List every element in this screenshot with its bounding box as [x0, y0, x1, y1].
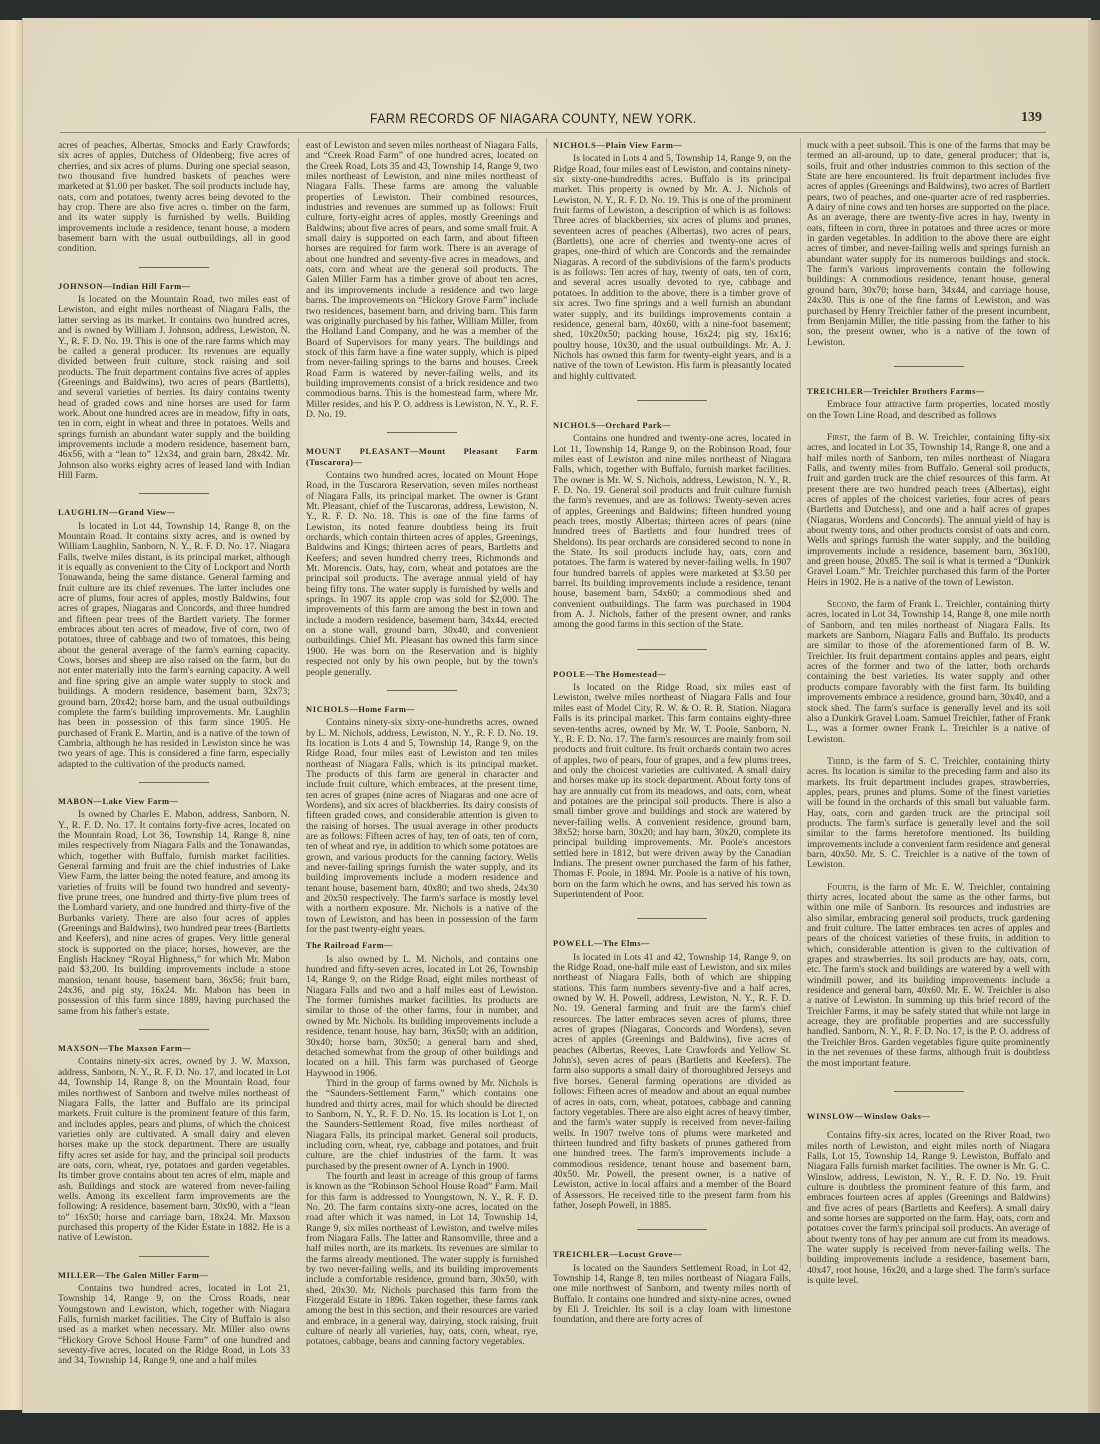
entry-heading-poole: POOLE—The Homestead— [553, 669, 667, 679]
entry-heading-nichols-plain-view: NICHOLS—Plain View Farm— [553, 141, 683, 150]
text-column-4 [807, 141, 1050, 1286]
book-page-edge [0, 20, 24, 1410]
column-divider [800, 138, 801, 1268]
subfarm-paragraph-third: Third, is the farm of S. C. Treichler, containing thirty acres. Its location is similar to the preceding farm and also its markets. Its fruit department includes grapes, strawberries, apples, pears, prunes and plums. Some of the finest varieties will be found in the orchards of this small but valuable farm. Hay, oats, corn and garden truck are the principal soil products. The farm's surface is generally level and the soil similar to the farms heretofore mentioned. Its building improvements include a convenient farm residence and general barn, 40x50. Mr. S. C. Treichler is a native of the town of Lewiston. [807, 755, 1050, 871]
entry-paragraph: acres of peaches, Albertas, Smocks and Early Crawfords; six acres of apples, Dutchess of Oldenberg; five acres of cherries, and six acres of plums. During one special season, two thousand five hundred baskets of peaches were marketed at $1.00 per basket. The soil products include hay, oats, corn and potatoes, twenty acres being devoted to the hay crop. There are also five acres o. timber on the farm, and its water supply is furnished by wells. Building improvements include a residence, tenant house, a modern basement barn with the usual outbuildings, all in good condition. [58, 140, 290, 255]
entry-heading-mabon: MABON—Lake View Farm— [58, 796, 179, 806]
column-divider [298, 138, 299, 1223]
entry-heading-laughlin: LAUGHLIN—Grand View— [58, 508, 176, 518]
entry-heading-treichler-brothers: TREICHLER—Treichler Brothers Farms— [807, 386, 985, 396]
page-number: 139 [1021, 110, 1042, 125]
text-column-1 [58, 141, 290, 1367]
book-right-edge [1088, 20, 1100, 1415]
section-separator [894, 366, 964, 367]
entry-paragraph: Is owned by Charles E. Mabon, address, Sanborn, N. Y., R. F. D. No. 17. It contains forty-five acres, located on the Mountain Road, Lot 36, Township 14, Range 8, nine miles respectively from Niagara Falls and the Tonawandas, which, together with Buffalo, furnish market facilities. General farming and fruit are the chief industries of Lake View Farm, the latter being the noted feature, and among its varieties of fruits will be found two hundred and seventy-five prune trees, one hundred and thirty-five plum trees of the Lombard variety, and one hundred and thirty-five of the Burbanks variety. There are also four acres of apples (Greenings and Baldwins), two hundred pear trees (Bartletts and Keefers), and nine acres of grapes. Very little general stock is supported on the place; horses, however, are the English Hackney “Royal Highness,” for which Mr. Mabon paid $3,200. Its building improvements include a stone mansion, tenant house, basement barn, 36x56; fruit barn, 24x36, and pig sty, 16x24. Mr. Mabon has been in possession of this farm since 1889, having purchased the same from his father's estate. [58, 809, 290, 1017]
entry-paragraph: Is located in Lot 44, Township 14, Range 8, on the Mountain Road. It contains sixty acres, and is owned by William Laughlin, Sanborn, N. Y., R. F. D. No. 17. Niagara Falls, twelve miles distant, is its principal market, although it is equally as convenient to the City of Lockport and North Tonawanda, being the same distance. General farming and fruit culture are its chief revenues. The latter includes one acre of plums, four acres of apples, mostly Baldwins, four acres of grapes, Niagaras and Concords, and three hundred and fifteen pear trees of the Bartlett variety. The former embraces about ten acres of meadow, five of corn, two of potatoes, three of cabbage and two of tomatoes, this being about the general average of the farm's earning capacity. Cows, horses and sheep are also raised on the farm, but do not enter materially into the farm's earning capacity. A well and fine spring give an ample water supply to stock and buildings. A modern residence, basement barn, 32x73; ground barn, 20x42; horse barn, and the usual outbuildings complete the farm's building improvements. Mr. Laughlin has been in possession of this farm since 1905. He purchased of Frank E. Martin, and is a native of the town of Cambria, although he has resided in Lewiston since he was two years of age. This is considered a fine farm, especially adapted to the cultivation of the products named. [58, 520, 290, 770]
section-separator [387, 432, 457, 433]
entry-heading-winslow: WINSLOW—Winslow Oaks— [807, 1111, 931, 1121]
section-separator [139, 1029, 209, 1030]
section-separator [139, 493, 209, 494]
entry-paragraph: muck with a peet subsoil. This is one of the farms that may be termed an all-around, up to date, general producer; that is, soils, fruit and other industries common to this section of the State are here encountered. Its fruit department includes five acres of apples (Greenings and Baldwins), two acres of Bartlett pears, two of peaches, and one-quarter acre of red raspberries. A dairy of nine cows and ten horses are supported on the place. As an average, there are twenty-five acres in hay, twenty in oats, fifteen in corn, three in potatoes and three acres or more in garden vegetables. In addition to the above there are eight acres of timber, and never-failing wells and springs furnish an abundant water supply for its numerous buildings and stock. The farm's various improvements contain the following buildings: A commodious residence, tenant house, general ground barn, 30x70; horse barn, 34x44, and carriage house, 24x30. This is one of the fine farms of Lewiston, and was purchased by Henry Treichler father of the present incumbent, from Benjamin Miller, the title passing from the father to his son, the present owner, who is a native of the town of Lewiston. [807, 140, 1050, 348]
entry-paragraph: Is located on the Mountain Road, two miles east of Lewiston, and eight miles northeast of Niagara Falls, the latter serving as its market. It contains two hundred acres, and is owned by William J. Johnson, address, Lewiston, N. Y., R. F. D. No. 19. This is one of the rare farms which may be called a general producer. Its revenues are equally divided between fruit culture, stock raising and soil products. The fruit department contains five acres of apples (Greenings and Baldwins), two acres of pears (Bartletts), and several varieties of berries. Its dairy contains twenty head of graded cows and nine horses are used for farm work. About one hundred acres are in meadow, fifty in oats, ten in corn, eight in wheat and three in potatoes. Wells and springs furnish an abundant water supply and the building improvements include a modern residence, basement barn, 46x56, with a “lean to” 12x34, and grain barn, 28x42. Mr. Johnson also works eighty acres of leased land with Indian Hill Farm. [58, 294, 290, 481]
entry-heading-mount-pleasant: MOUNT PLEASANT—Mount Pleasant Farm (Tuscarora)— [306, 447, 538, 467]
entry-heading-nichols-orchard-park: NICHOLS—Orchard Park— [553, 420, 672, 430]
section-separator [637, 1229, 707, 1230]
entry-heading-johnson: JOHNSON—Indian Hill Farm— [58, 281, 191, 291]
entry-heading-miller: MILLER—The Galen Miller Farm— [58, 1270, 209, 1280]
subfarm-paragraph-fourth: Fourth, is the farm of Mr. E. W. Treichler, containing thirty acres, located about the same as the other farms, but within one mile of Sanborn. Its resources and industries are also similar, embracing general soil products, truck gardening and fruit culture. The latter embraces ten acres of apples and pears of the choicest varieties of these fruits, in addition to which, considerable attention is given to the cultivation of grapes and strawberries. Its soil products are hay, oats, corn, etc. The farm's stock and buildings are watered by a well with windmill power, and its building improvements include a residence and general barn, 40x60. Mr. E. W. Treichler is also a native of Lewiston. In summing up this brief record of the Treichler Farms, it may be safely stated that while not large in acreage, they are profitable properties and are successfully handled. Sanborn, N. Y., R. F. D. No. 17, is the P. O. address of the Treichler Bros. Garden vegetables figure quite prominently in the net revenues of these farms, although fruit is doubtless the most important feature. [807, 881, 1050, 1069]
subfarm-paragraph-second: Second, the farm of Frank L. Treichler, containing thirty acres, located in Lot 34, Township 14, Range 8, one mile north of Sanborn, and ten miles northeast of Niagara Falls. Its markets are Sanborn, Niagara Falls and Buffalo. Its products are similar to those of the aforementioned farm of B. W. Treichler. Its fruit department contains apples and pears, eight acres of the former and two of the latter, both orchards containing the best varieties. Its water supply and other products compare favorably with the first farm. Its building improvements embrace a residence, ground barn, 30x40, and a stock shed. The farm's surface is generally level and its soil also a Dunkirk Gravel Loam. Samuel Treichler, father of Frank L., was a former owner Frank L. Treichler is a native of Lewiston. [807, 599, 1050, 745]
entry-paragraph: east of Lewiston and seven miles northeast of Niagara Falls, and “Creek Road Farm” of one hundred acres, located on the Creek Road, Lots 35 and 43, Township 14, Range 9, two miles northeast of Lewiston, and nine miles northeast of Niagara Falls. These farms are among the valuable properties of Lewiston. Their combined resources, industries and revenues are summed up as follows: Fruit culture, forty-eight acres of apples, mostly Greenings and Baldwins; about five acres of pears, and some small fruit. A small dairy is supported on each farm, and about fifteen horses are required for farm work. There is an average of about one hundred and seventy-five acres in meadows, and oats, corn and wheat are the general soil products. The Galen Miller Farm has a timber grove of about ten acres, and its improvements include a residence and two large barns. The improvements on “Hickory Grove Farm” include two residences, basement barn, and driving barn. This farm was originally purchased by his father, William Miller, from the Holland Land Company, and he was a member of the Board of Supervisors for many years. The buildings and stock of this farm have a fine water supply, which is piped from never-failing springs to the barns and houses. Creek Road Farm is watered by never-failing wells, and its building improvements consist of a brick residence and two commodious barns. This is the homestead farm, where Mr. Miller resides, and his P. O. address is Lewiston, N. Y., R. F. D. No. 19. [306, 140, 538, 420]
entry-paragraph: Is also owned by L. M. Nichols, and contains one hundred and fifty-seven acres, located in Lot 26, Township 14, Range 9, on the Ridge Road, eight miles northeast of Niagara Falls and two and a half miles east of Lewiston. The former furnishes market facilities. Its products are similar to those of the other farms, four in number, and owned by Mr. Nichols. Its building improvements include a residence, tenant house, hay barn, 36x50; with an addition, 30x40; horse barn, 30x50; a general barn and shed, detached somewhat from the group of other buildings and located on a hill. This farm was purchased of George Haywood in 1906. [306, 953, 538, 1079]
entry-paragraph: Contains one hundred and twenty-one acres, located in Lot 11, Township 14, Range 9, on the Robinson Road, four miles east of Lewiston and nine miles northeast of Niagara Falls, which, together with Buffalo, furnish market facilities. The owner is Mr. W. S. Nichols, address, Lewiston, N. Y., R. F. D. No. 19. General soil products and fruit culture furnish the farm's revenues, and are as follows: Twenty-seven acres of apples, Greenings and Baldwins; fifteen hundred young peach trees, mostly Albertas; thirteen acres of pears (nine hundred trees of Bartletts and four hundred trees of Sheldons). Its pear orchards are considered second to none in the State. Its soil products include hay, oats, corn and potatoes. The farm is watered by never-failing wells. In 1907 four hundred barrels of apples were marketed at $3.50 per barrel. Its building improvements include a residence, tenant house, basement barn, 54x60; a commodious shed and convenient outbuildings. The farm was purchased in 1904 from A. J. Nichols, father of the present owner, and ranks among the good farms in this section of the State. [553, 433, 791, 631]
column-divider [546, 138, 547, 1268]
entry-paragraph: Is located on the Saunders Settlement Road, in Lot 42, Township 14, Range 8, ten miles northeast of Niagara Falls, one mile northwest of Sanborn, and twenty miles north of Buffalo. It contains one hundred and sixty-nine acres, owned by Eli J. Treichler. Its soil is a clay loam with limestone foundation, and there are forty acres of [553, 1262, 791, 1326]
entry-paragraph: Contains fifty-six acres, located on the River Road, two miles north of Lewiston, and eight miles north of Niagara Falls, Lot 15, Township 14, Range 9. Lewiston, Buffalo and Niagara Falls furnish market facilities. The owner is Mr. G. C. Winslow, address, Lewiston, N. Y., R. F. D. No. 19. Fruit culture is doubtless the prominent feature of this farm, and embraces fourteen acres af apples (Greenings and Baldwins) and five acres of pears (Bartletts and Keefers). A small dairy and some horses are supported on the farm. Hay, oats, corn and potatoes cover the farm's principal soil products. An average of about twenty tons of hay per annum are cut from its meadows. The water supply is received from never-failing wells. The building improvements include a residence, basement barn, 40x47, root house, 16x20, and a large shed. The farm's surface is quite level. [807, 1130, 1050, 1286]
running-title: FARM RECORDS OF NIAGARA COUNTY, NEW YORK. [370, 111, 697, 126]
subfarm-paragraph-first: First, the farm of B. W. Treichler, containing fifty-six acres, and located in Lot 35, Township 14, Range 8, one and a half miles north of Sanborn, ten miles northeast of Niagara Falls, and twenty miles from Buffalo. General soil products, fruit and garden truck are the chief resources of this farm. At present there are two hundred peach trees (Albertas), eight acres of apples of the choicest varieties, four acres of pears (Bartletts and Dutchess), and one and a half acres of grapes (Niagaras, Wordens and Concords). The annual yield of hay is about twenty tons, and other products consist of oats and corn. Wells and springs furnish the water supply, and the building improvements include a residence, basement barn, 36x100, and green house, 20x85. The soil is what is termed a “Dunkirk Gravel Loam.” Mr. Treichler purchased this farm of the Porter Heirs in 1902. He is a native of the town of Lewiston. [807, 431, 1050, 588]
entry-paragraph: The fourth and least in acreage of this group of farms is known as the “Robinson School House Road” Farm. Mail for this farm is addressed to Youngstown, N. Y., R. F. D. No. 20. The farm contains sixty-one acres, located on the road after which it was named, in Lot 14, Township 14, Range 9, six miles northeast of Lewiston, and twelve miles from Niagara Falls. The latter and Ransomville, three and a half miles north, are its markets. Its revenues are similar to the farms already mentioned. The water supply is furnished by two never-failing wells, and its building improvements include a comfortable residence, ground barn, 30x50, with shed, 20x30. Mr. Nichols purchased this farm from the Fitzgerald Estate in 1896. Taken together, these farms rank among the best in this section, and their resources are varied and embrace, in a general way, dairying, stock raising, fruit culture of nearly all varieties, hay, oats, corn, wheat, rye, potatoes, cabbage, beans and canning factory vegetables. [306, 1170, 538, 1348]
header-rule [60, 132, 1046, 133]
entry-paragraph: Is located in Lots 41 and 42, Township 14, Range 9, on the Ridge Road, one-half mile east of Lewiston, and six miles northeast of Niagara Falls, both of which are shipping stations. This farm numbers seventy-five and a half acres, owned by W. H. Powell, address, Lewiston, N. Y., R. F. D. No. 19. General farming and fruit are the farm's chief resources. The latter embraces seven acres of plums, three acres of grapes (Niagaras, Concords and Wordens), seven acres of apples (Greenings and Baldwins), five acres of peaches (Albertas, Reeves, Late Crawfords and Yellow St. John's), seven acres of pears (Bartletts and Keefers). The farm also supports a small dairy of thoroughbred Jerseys and five horses. General farming operations are divided as follows: Fifteen acres of meadow and about an equal number of acres in oats, corn, wheat, potatoes, cabbage and canning factory vegetables. There are also eight acres of heavy timber, and the farm's water supply is received from never-failing wells. In 1907 twelve tons of plums were marketed and thirteen hundred and fifty baskets of prunes gathered from one hundred trees. The farm's improvements include a commodious residence, tenant house and basement barn, 40x50. Mr. Powell, the present owner, is a native of Lewiston, active in local affairs and a member of the Board of Assessors. He received title to the present farm from his father, Joseph Powell, in 1885. [553, 951, 791, 1211]
section-separator [387, 690, 457, 691]
entry-paragraph: Is located in Lots 4 and 5, Township 14, Range 9, on the Ridge Road, four miles east of Lewiston, and contains ninety-six sixty-one-hundredths acres. Buffalo is its principal market. This property is owned by Mr. A. J. Nichols of Lewiston, N. Y., R. F. D. No. 19. This is one of the prominent fruit farms of Lewiston, a description of which is as follows: Three acres of blackberries, six acres of plums and prunes, seventeen acres of peaches (Albertas), two acres of pears, (Bartletts), one acre of cherries and twenty-one acres of grapes, one-third of which are Concords and the remainder Niagaras. A record of the subdivisions of the farm's products is as follows: Ten acres of hay, twenty of oats, ten of corn, and several acres usually devoted to rye, cabbage and potatoes. In addition to the above, there is a timber grove of six acres. Two fine springs and a well furnish an abundant water supply, and its buildings improvements contain a residence, general barn, 40x60, with a nine-foot basement; shed, 10x20x50; packing house, 16x24; pig sty, 16x16; poultry house, 10x30, and the usual outbuildings. Mr. A. J. Nichols has owned this farm for twenty-eight years, and is a native of the town of Lewiston. His farm is pleasantly located and highly cultivated. [553, 153, 791, 382]
entry-heading-maxson: MAXSON—The Maxson Farm— [58, 1044, 192, 1054]
entry-paragraph: Contains ninety-six sixty-one-hundreths acres, owned by L. M. Nichols, address, Lewiston, N. Y., R. F. D. No. 19. Its location is Lots 4 and 5, Township 14, Range 9, on the Ridge Road, four miles east of Lewiston and ten miles northeast of Niagara Falls, which is its principal market. The products of this farm are general in character and include fruit culture, which embraces, at the present time, ten acres of grapes (nine acres of Niagaras and one acre of Wordens), and six acres of blackberries. Its dairy consists of fifteen graded cows, and considerable attention is given to the raising of horses. The usual average in other products are as follows: Fifteen acres of hay, ten of oats, ten of corn, ten of wheat and rye, in addition to which some potatoes are grown, and various products for the canning factory. Wells and never-failing springs furnish the water supply, and its building improvements include a modern residence and tenant house, basement barn, 40x80; and two sheds, 24x30 and 20x50 respectively. The farm's surface is mostly level with a northern exposure. Mr. Nichols is a native of the town of Lewiston, and has been in possession of the farm for the past twenty-eight years. [306, 717, 538, 936]
entry-paragraph: Third in the group of farms owned by Mr. Nichols is the “Saunders-Settlement Farm,” which contains one hundred and thirty acres, mail for which should be directed to Sanborn, N. Y., R. F. D. No. 15. Its location is Lot 1, on the Saunders-Settlement Road, five miles northeast of Niagara Falls, its principal market. General soil products, including corn, wheat, rye, cabbage and potatoes, and fruit culture, are the chief industries of the farm. It was purchased by the present owner of A. Lynch in 1900. [306, 1077, 538, 1172]
entry-paragraph: Contains two hundred acres, located in Lot 21, Township 14, Range 9, on the Cross Roads, near Youngstown and Lewiston, which, together with Niagara Falls, furnish market facilities. The City of Buffalo is also used as a market when necessary. Mr. Miller also owns “Hickory Grove School House Farm” of one hundred and seventy-five acres, located on the Ridge Road, in Lots 33 and 34, Township 14, Range 9, one and a half miles [58, 1283, 290, 1367]
entry-paragraph: Embrace four attractive farm properties, located mostly on the Town Line Road, and described as follows [807, 399, 1050, 421]
entry-heading-powell: POWELL—The Elms— [553, 939, 650, 949]
text-column-3 [553, 141, 791, 1326]
section-separator [637, 649, 707, 650]
text-column-2 [306, 141, 538, 1348]
book-cover-bottom [0, 1413, 1100, 1444]
entry-paragraph: Is located on the Ridge Road, six miles east of Lewiston, twelve miles northeast of Niagara Falls and four miles east of Model City, R. W. & O. R. R. Station. Niagara Falls is its principal market. This farm contains eighty-three seven-tenths acres, owned by Mr. W. T. Poole, Sanborn, N. Y., R. F. D. No. 17. The farm's resources are mainly from soil products and fruit culture. Its fruit orchards contain two acres of apples, two of pears, four of grapes, and a few plums trees, and only the choicest varieties are cultivated. A small dairy and horses make up its stock department. About forty tons of hay are annually cut from its meadows, and oats, corn, wheat and potatoes are the principal soil products. There is also a small timber grove and buildings and stock are watered by never-failing wells. A convenient residence, ground barn, 38x52; horse barn, 30x20; and hay barn, 30x20, complete its principal building improvements. Mr. Poole's ancestors settled here in 1812, but were driven away by the Canadian Indians. The present owner purchased the farm of his father, Thomas F. Poole, in 1894. Mr. Poole is a native of his town, born on the farm which he owns, and has served his town as Superintendent of Poor. [553, 682, 791, 900]
entry-paragraph: Contains ninety-six acres, owned by J. W. Maxson, address, Sanborn, N. Y., R. F. D. No. 17, and located in Lot 44, Township 14, Range 8, on the Mountain Road, four miles northwest of Sanborn and twelve miles northeast of Niagara Falls, the latter and Buffalo are its principal markets. Fruit culture is the prominent feature of this farm, and includes apples, pears and plums, of which the choicest varieties only are cultivated. A small dairy and eleven horses make up the stock department. There are usually fifty acres set aside for hay, and the principal soil products are oats, corn, wheat, rye, potatoes and garden vegetables. Its timber grove contains about ten acres of elm, maple and ash. Buildings and stock are watered from never-failing wells. Among its excellent farm improvements are the following: A residence, basement barn, 30x90, with a “lean to” 16x50; horse and carriage barn, 18x24. Mr. Maxson purchased this property of the Kider Estate in 1882. He is a native of Lewiston. [58, 1056, 290, 1244]
section-separator [139, 782, 209, 783]
entry-heading-railroad-farm: The Railroad Farm— [306, 941, 394, 951]
section-separator [139, 267, 209, 268]
entry-paragraph: Contains two hundred acres, located on Mount Hope Road, in the Tuscarora Reservation, seven miles northeast of Niagara Falls, its principal market. The owner is Grant Mt. Pleasant, chief of the Tuscaroras, address, Lewiston, N. Y., R. F. D. No. 18. This is one of the fine farms of Lewiston, its noted feature doubtless being its fruit orchards, which contain thirteen acres of apples, Greenings, Baldwins and Kings; thirteen acres of pears, Bartletts and Keefers; and seven hundred cherry trees, Richmonds and Mt. Morencis. Oats, hay, corn, wheat and potatoes are the principal soil products. The average annual yield of hay being fifty tons. The water supply is furnished by wells and springs. In 1907 its apple crop was sold for $2,000. The improvements of this farm are among the best in town and include a modern residence, basement barn, 34x44, erected on a stone wall, ground barn, 30x40, and convenient outbuildings. Chief Mt. Pleasant has owned this farm since 1900. He was born on the Reservation and is highly respected not only by his own people, but by the town's people generally. [306, 469, 538, 678]
section-separator [637, 400, 707, 401]
section-separator [894, 1091, 964, 1092]
entry-heading-treichler-locust-grove: TREICHLER—Locust Grove— [553, 1250, 682, 1260]
entry-heading-nichols-home: NICHOLS—Home Farm— [306, 704, 416, 714]
section-separator [637, 918, 707, 919]
section-separator [139, 1256, 209, 1257]
